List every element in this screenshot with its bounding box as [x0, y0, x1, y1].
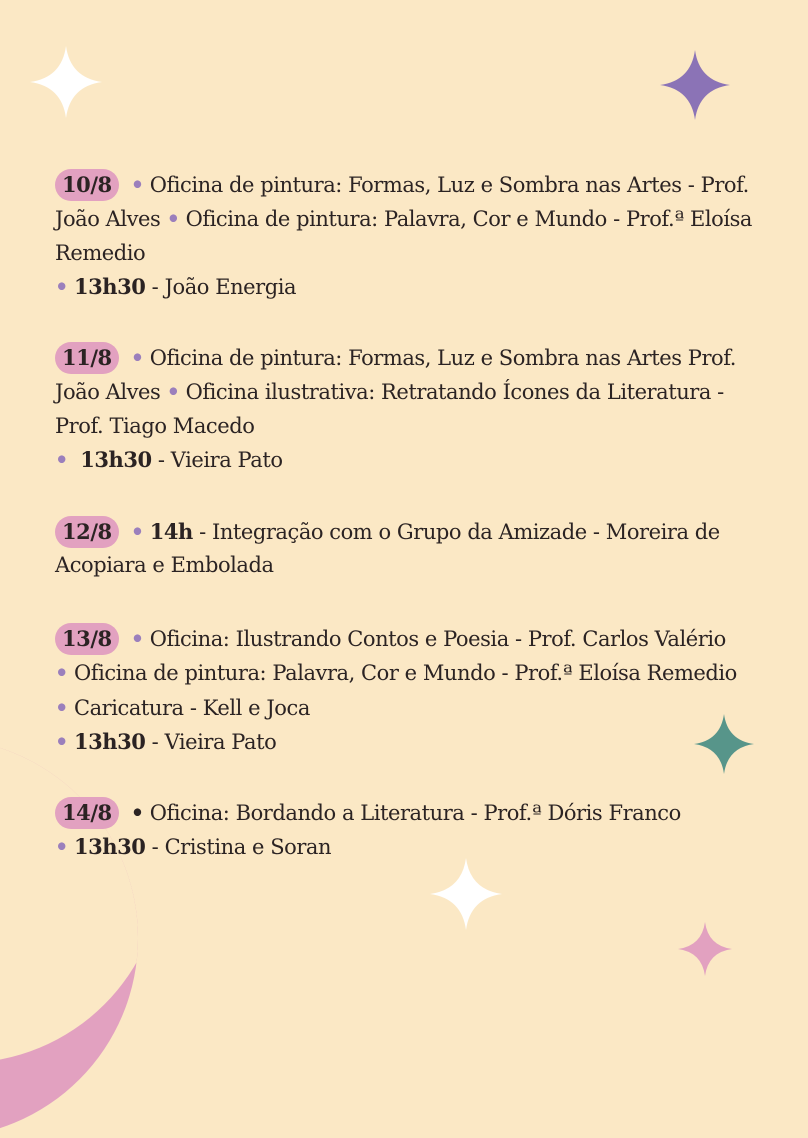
- activity-text: Oficina: Ilustrando Contos e Poesia - Prof. Carlos Valério: [149, 627, 726, 651]
- show-time: 13h30: [80, 447, 152, 473]
- bullet-icon: •: [166, 206, 180, 232]
- date-badge: 14/8: [55, 797, 119, 829]
- schedule-day: 11/8 • Oficina de pintura: Formas, Luz e Sombra nas Artes Prof. João Alves • Oficina ilustrativa: Retratando Ícones da Literatura - Prof. Tiago Macedo • 13h30 - Vieira Pato: [55, 341, 767, 478]
- date-badge: 10/8: [55, 169, 119, 201]
- bullet-icon: •: [55, 694, 68, 720]
- activity-text: Oficina de pintura: Formas, Luz e Sombra nas Artes Prof. João Alves: [55, 346, 737, 405]
- date-badge: 11/8: [55, 342, 119, 374]
- sparkle-pink-icon: [678, 922, 732, 976]
- show-performer: Cristina e Soran: [164, 835, 332, 860]
- bullet-icon: •: [55, 660, 68, 686]
- show-performer: Vieira Pato: [170, 448, 283, 473]
- activity-text: Oficina ilustrativa: Retratando Ícones da Literatura - Prof. Tiago Macedo: [55, 380, 724, 438]
- bullet-icon: •: [55, 447, 68, 473]
- show-time: 13h30: [73, 729, 146, 755]
- show-time: 13h30: [73, 834, 146, 860]
- activity-text: Oficina de pintura: Palavra, Cor e Mundo - Prof.ª Eloísa Remedio: [55, 207, 752, 265]
- bullet-icon: •: [55, 274, 68, 300]
- schedule-day: 12/8 • 14h - Integração com o Grupo da Amizade - Moreira de Acopiara e Embolada: [55, 515, 767, 583]
- bullet-icon: •: [130, 800, 144, 825]
- activity-text: Oficina de pintura: Palavra, Cor e Mundo - Prof.ª Eloísa Remedio: [73, 661, 737, 686]
- sparkle-white-icon: [30, 46, 102, 118]
- bullet-icon: •: [130, 172, 144, 197]
- schedule-day: 10/8 • Oficina de pintura: Formas, Luz e Sombra nas Artes - Prof. João Alves • Oficina de pintura: Palavra, Cor e Mundo - Prof.ª Eloísa Remedio • 13h30 - João Energia: [55, 168, 767, 305]
- date-badge: 13/8: [55, 623, 119, 655]
- bullet-icon: •: [166, 379, 180, 405]
- schedule-day: 14/8 • Oficina: Bordando a Literatura - Prof.ª Dóris Franco • 13h30 - Cristina e Soran: [55, 796, 767, 865]
- show-time: 14h: [149, 519, 193, 544]
- bullet-icon: •: [130, 345, 144, 370]
- date-badge: 12/8: [55, 516, 119, 548]
- schedule-day: 13/8 • Oficina: Ilustrando Contos e Poesia - Prof. Carlos Valério • Oficina de pintura: Palavra, Cor e Mundo - Prof.ª Eloísa Remedio • Caricatura - Kell e Joca • 13h30 - Vieira Pato: [55, 622, 767, 760]
- bullet-icon: •: [130, 626, 144, 651]
- activity-text: Caricatura - Kell e Joca: [73, 695, 310, 720]
- show-time: 13h30: [73, 274, 146, 300]
- sparkle-white-icon: [430, 858, 502, 930]
- bullet-icon: •: [130, 519, 144, 544]
- show-performer: Integração com o Grupo da Amizade - Moreira de Acopiara e Embolada: [55, 520, 720, 578]
- activity-text: Oficina de pintura: Formas, Luz e Sombra nas Artes - Prof. João Alves: [55, 173, 749, 232]
- bullet-icon: •: [55, 729, 68, 755]
- sparkle-purple-icon: [660, 50, 730, 120]
- show-performer: João Energia: [164, 275, 297, 300]
- bullet-icon: •: [55, 834, 68, 860]
- show-performer: Vieira Pato: [164, 730, 277, 755]
- activity-text: Oficina: Bordando a Literatura - Prof.ª Dóris Franco: [149, 801, 681, 825]
